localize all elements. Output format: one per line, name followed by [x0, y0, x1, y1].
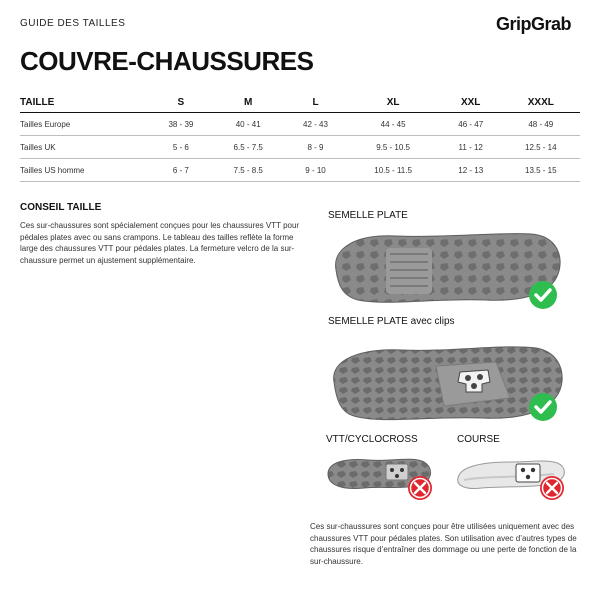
- check-icon: [528, 280, 558, 310]
- table-cell: 12.5 - 14: [502, 136, 580, 159]
- table-cell: 40 - 41: [212, 113, 285, 136]
- vtt-label: VTT/CYCLOCROSS: [326, 434, 418, 445]
- table-cell: 46 - 47: [440, 113, 502, 136]
- table-cell: 48 - 49: [502, 113, 580, 136]
- table-cell: 7.5 - 8.5: [212, 159, 285, 182]
- cleat-icon: [456, 366, 492, 396]
- table-cell: 6 - 7: [150, 159, 212, 182]
- table-cell: 44 - 45: [346, 113, 439, 136]
- tip-title: CONSEIL TAILLE: [20, 202, 102, 213]
- table-cell: 11 - 12: [440, 136, 502, 159]
- table-cell: 9.5 - 10.5: [346, 136, 439, 159]
- course-label: COURSE: [457, 434, 500, 445]
- table-cell: 9 - 10: [285, 159, 347, 182]
- column-header: XXXL: [502, 92, 580, 113]
- table-header-row: [20, 92, 580, 113]
- guide-label: GUIDE DES TAILLES: [20, 18, 126, 29]
- table-cell: 6.5 - 7.5: [212, 136, 285, 159]
- flat-sole-label: SEMELLE PLATE: [328, 210, 408, 221]
- page-title: COUVRE-CHAUSSURES: [20, 46, 314, 76]
- row-label: Tailles US homme: [20, 159, 150, 182]
- tip-text: Ces sur-chaussures sont spécialement conçues pour les chaussures VTT pour pédales plates avec ou sans crampons. Le tableau des tailles reflète la forme large des chaussures VTT pour pédales plates. La fermeture velcro de la sur-chaussure permet un ajustement supplémentaire.: [20, 221, 300, 265]
- cross-icon: [538, 474, 566, 502]
- brand-logo: GripGrab: [496, 14, 572, 34]
- size-table: [20, 92, 580, 182]
- row-label: Tailles UK: [20, 136, 150, 159]
- table-row: [20, 159, 580, 182]
- disclaimer-text: Ces sur-chaussures sont conçues pour être utilisées uniquement avec des chaussures VTT pour pédales plates. Son utilisation avec d’autres types de chaussures risque d’entraîner des dommage ou une perte de fonction de la sur-chaussure.: [310, 522, 577, 566]
- row-label: Tailles Europe: [20, 113, 150, 136]
- table-cell: 5 - 6: [150, 136, 212, 159]
- table-row: [20, 113, 580, 136]
- column-header: L: [285, 92, 347, 113]
- column-header: TAILLE: [20, 92, 150, 113]
- table-cell: 38 - 39: [150, 113, 212, 136]
- table-cell: 42 - 43: [285, 113, 347, 136]
- table-cell: 13.5 - 15: [502, 159, 580, 182]
- table-cell: 12 - 13: [440, 159, 502, 182]
- column-header: M: [212, 92, 285, 113]
- column-header: XXL: [440, 92, 502, 113]
- column-header: S: [150, 92, 212, 113]
- table-cell: 8 - 9: [285, 136, 347, 159]
- table-row: [20, 136, 580, 159]
- cross-icon: [406, 474, 434, 502]
- check-icon: [528, 392, 558, 422]
- table-cell: 10.5 - 11.5: [346, 159, 439, 182]
- column-header: XL: [346, 92, 439, 113]
- clips-sole-label: SEMELLE PLATE avec clips: [328, 316, 455, 327]
